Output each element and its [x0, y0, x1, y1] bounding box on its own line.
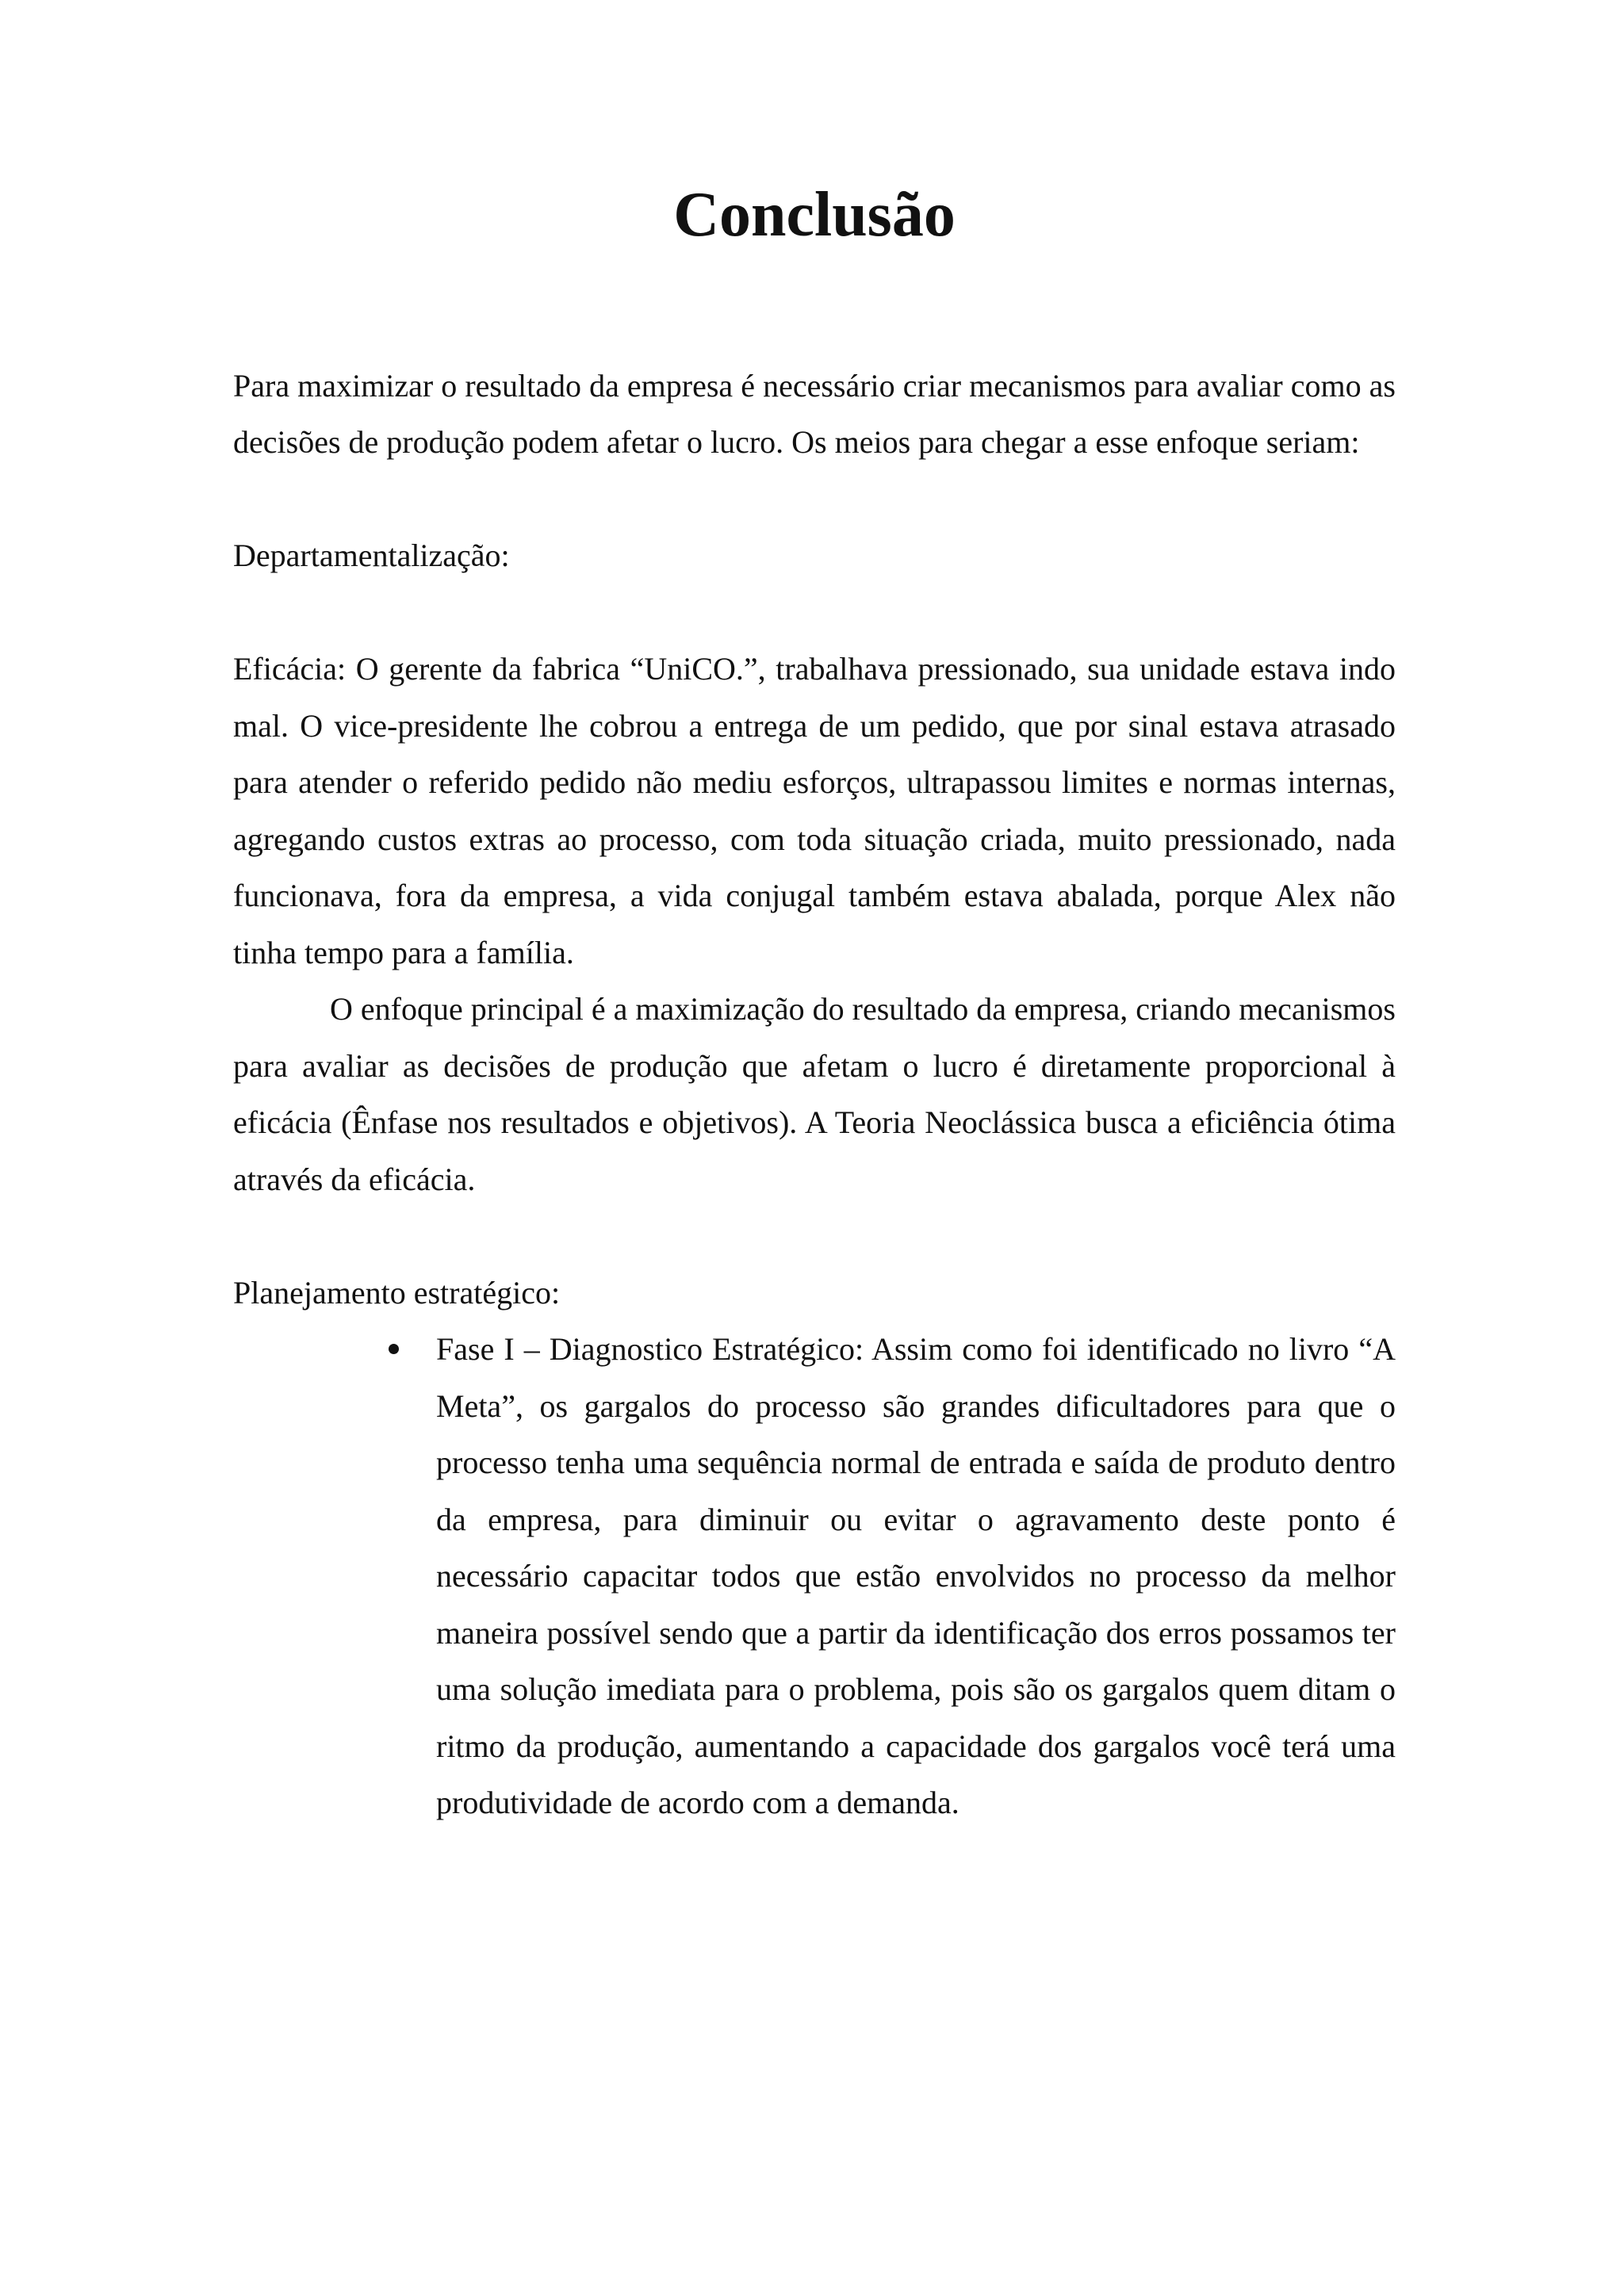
spacer: [233, 1207, 1396, 1265]
section-heading-planejamento: Planejamento estratégico:: [233, 1274, 561, 1311]
section-heading-departamentalizacao: Departamentalização:: [233, 538, 510, 573]
spacer: [233, 471, 1396, 528]
bullet-list: [233, 1321, 1396, 1831]
document-body: [233, 180, 1396, 1831]
eficacia-paragraph: Eficácia: O gerente da fabrica “UniCO.”, trabalhava pressionado, sua unidade estava indo mal. O vice-presidente lhe cobrou a entrega de um pedido, que por sinal estava atrasado para atender o referido pedido não mediu esforços, ultrapassou limites e normas internas, agregando custos extras ao processo, com toda situação criada, muito pressionado, nada funcionava, fora da empresa, a vida conjugal também estava abalada, porque Alex não tinha tempo para a família.: [233, 651, 1396, 970]
intro-paragraph: Para maximizar o resultado da empresa é necessário criar mecanismos para avaliar como as decisões de produção podem afetar o lucro. Os meios para chegar a esse enfoque seriam:: [233, 367, 1396, 460]
spacer: [233, 584, 1396, 641]
page-title: Conclusão: [673, 180, 956, 250]
enfoque-paragraph: O enfoque principal é a maximização do resultado da empresa, criando mecanismos para avaliar as decisões de produção que afetam o lucro é diretamente proporcional à eficácia (Ênfase nos resultados e objetivos). A Teoria Neoclássica busca a eficiência ótima através da eficácia.: [233, 991, 1396, 1197]
spacer: [233, 244, 1396, 358]
list-item: [436, 1321, 1396, 1831]
list-item-text: Fase I – Diagnostico Estratégico: Assim como foi identificado no livro “A Meta”, os gargalos do processo são grandes dificultadores para que o processo tenha uma sequência normal de entrada e saída de produto dentro da empresa, para diminuir ou evitar o agravamento deste ponto é necessário capacitar todos que estão envolvidos no processo da melhor maneira possível sendo que a partir da identificação dos erros possamos ter uma solução imediata para o problema, pois são os gargalos quem ditam o ritmo da produção, aumentando a capacidade dos gargalos você terá uma produtividade de acordo com a demanda.: [436, 1331, 1396, 1820]
bullet-icon: [389, 1344, 399, 1354]
